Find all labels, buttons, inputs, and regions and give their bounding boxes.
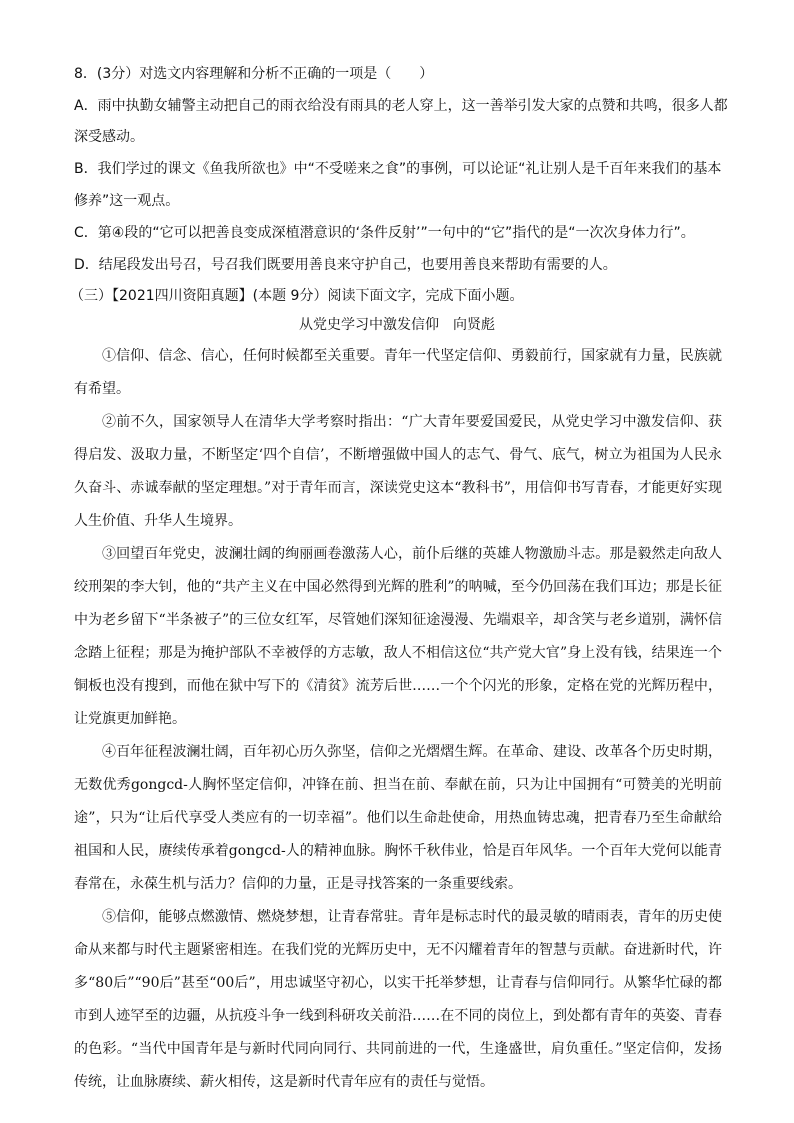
paragraph-5: ⑤信仰，能够点燃激情、燃烧梦想，让青春常驻。青年是标志时代的最灵敏的晴雨表，青年的历史使命从来都与时代主题紧密相连。在我们党的光辉历史中，无不闪耀着青年的智慧与贡献。奋进新时代，许多“80后”“90后”甚至“00后”，用忠诚坚守初心，以实干托举梦想，让青春与信仰同行。从繁华忙碌的都市到人迹罕至的边疆，从抗疫斗争一线到科研攻关前沿……在不同的岗位上，到处都有青年的英姿、青春的色彩。“当代中国青年是与新时代同向同行、共同前进的一代，生逢盛世，肩负重任。”坚定信仰，发扬传统，让血脉赓续、薪火相传，这是新时代青年应有的责任与觉悟。 xyxy=(74,909,722,1090)
paragraph-1: ①信仰、信念、信心，任何时候都至关重要。青年一代坚定信仰、勇毅前行，国家就有力量，民族就有希望。 xyxy=(74,348,722,397)
option-a-line2: 深受感动。 xyxy=(74,129,144,145)
paragraph-2: ②前不久，国家领导人在清华大学考察时指出：“广大青年要爱国爱民，从党史学习中激发信仰、获得启发、汲取力量，不断坚定‘四个自信’，不断增强做中国人的志气、骨气、底气，树立为祖国为人民永久奋斗、赤诚奉献的坚定理想。”对于青年而言，深读党史这本“教科书”，用信仰书写青春，才能更好实现人生价值、升华人生境界。 xyxy=(74,414,722,529)
option-d: D．结尾段发出号召，号召我们既要用善良来守护自己，也要用善良来帮助有需要的人。 xyxy=(74,257,617,273)
option-b-line2: 修养”这一观点。 xyxy=(74,193,180,209)
article-body xyxy=(74,340,722,1099)
article-title: 从党史学习中激发信仰 向贤彪 xyxy=(299,317,495,333)
question-8-stem: 8．(3分）对选文内容理解和分析不正确的一项是（ ） xyxy=(74,66,434,82)
paragraph-4: ④百年征程波澜壮阔，百年初心历久弥坚，信仰之光熠熠生辉。在革命、建设、改革各个历史时期，无数优秀gongcd-人胸怀坚定信仰，冲锋在前、担当在前、奉献在前，只为让中国拥有“可赞美的光明前途”，只为“让后代享受人类应有的一切幸福”。他们以生命赴使命，用热血铸忠魂，把青春乃至生命献给祖国和人民，赓续传承着gongcd-人的精神血脉。胸怀千秋伟业，恰是百年风华。一个百年大党何以能青春常在，永葆生机与活力？信仰的力量，正是寻找答案的一条重要线索。 xyxy=(74,744,722,892)
paragraph-3: ③回望百年党史，波澜壮阔的绚丽画卷激荡人心，前仆后继的英雄人物激励斗志。那是毅然走向敌人绞刑架的李大钊，他的“共产主义在中国必然得到光辉的胜利”的呐喊，至今仍回荡在我们耳边；那是长征中为老乡留下“半条被子”的三位女红军，尽管她们深知征途漫漫、先端艰辛，却含笑与老乡道别，满怀信念踏上征程；那是为掩护部队不幸被俘的方志敏，敌人不相信这位“共产党大官”身上没有钱，结果连一个铜板也没有搜到，而他在狱中写下的《清贫》流芳后世……一个个闪光的形象，定格在党的光辉历程中，让党旗更加鲜艳。 xyxy=(74,546,722,727)
option-c: C．第④段的“它可以把善良变成深植潜意识的‘条件反射’”一句中的“它”指代的是“一次次身体力行”。 xyxy=(74,225,695,241)
option-a-line1: A．雨中执勤女辅警主动把自己的雨衣给没有雨具的老人穿上，这一善举引发大家的点赞和共鸣，很多人都 xyxy=(74,98,728,114)
section-intro: （三）【2021四川资阳真题】(本题 9分）阅读下面文字，完成下面小题。 xyxy=(70,288,524,304)
option-b-line1: B．我们学过的课文《鱼我所欲也》中“不受嗟来之食”的事例，可以论证“礼让别人是千百年来我们的基本 xyxy=(74,161,722,177)
